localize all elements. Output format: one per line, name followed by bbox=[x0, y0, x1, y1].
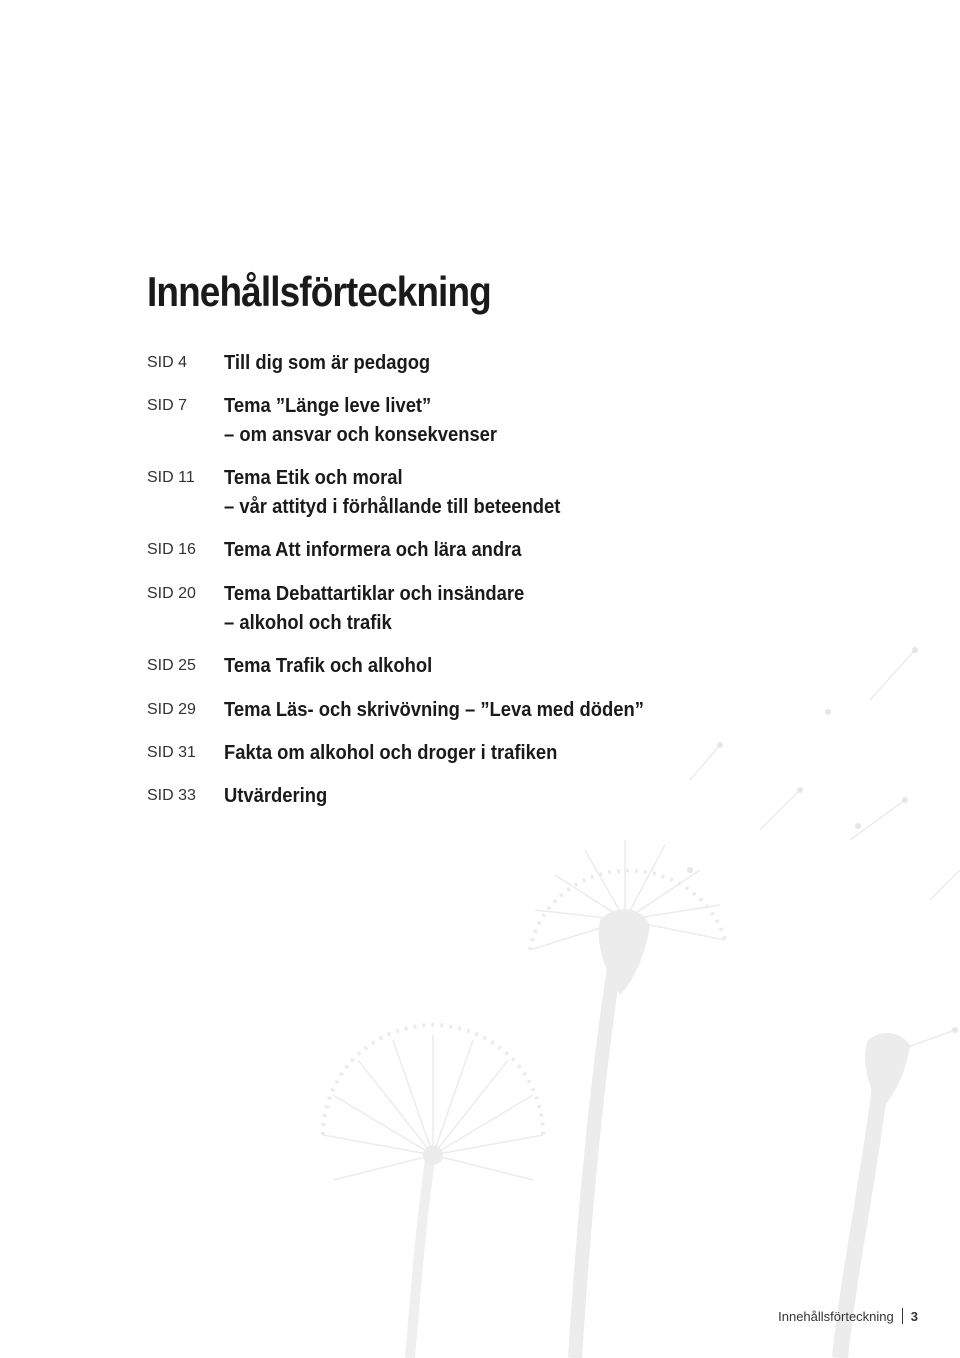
page-reference: SID 25 bbox=[147, 657, 196, 674]
entry-title: Tema Debattartiklar och insändare bbox=[224, 583, 525, 605]
page-number: 3 bbox=[910, 1308, 918, 1324]
footer-divider bbox=[902, 1308, 903, 1324]
page-reference: SID 7 bbox=[147, 397, 188, 414]
page-reference: SID 20 bbox=[147, 585, 196, 602]
entry-subtitle: – vår attityd i förhållande till beteendet bbox=[224, 496, 561, 518]
page-title: Innehållsförteckning bbox=[147, 268, 491, 315]
page-reference: SID 31 bbox=[147, 744, 196, 761]
page-reference: SID 33 bbox=[147, 787, 196, 804]
page-reference: SID 11 bbox=[147, 469, 195, 486]
entry-title: Till dig som är pedagog bbox=[224, 352, 431, 374]
entry-subtitle: – om ansvar och konsekvenser bbox=[224, 424, 498, 446]
page-reference: SID 4 bbox=[147, 354, 188, 371]
footer-label: Innehållsförteckning bbox=[778, 1308, 894, 1324]
page-footer bbox=[778, 1308, 918, 1324]
page-reference: SID 16 bbox=[147, 541, 196, 558]
entry-title: Tema ”Länge leve livet” bbox=[224, 395, 432, 417]
entry-title: Utvärdering bbox=[224, 785, 328, 807]
page-reference: SID 29 bbox=[147, 701, 196, 718]
entry-title: Tema Att informera och lära andra bbox=[224, 539, 522, 561]
entry-title: Tema Trafik och alkohol bbox=[224, 655, 433, 677]
entry-title: Fakta om alkohol och droger i trafiken bbox=[224, 742, 558, 764]
entry-title: Tema Läs- och skrivövning – ”Leva med döden” bbox=[224, 699, 644, 721]
entry-title: Tema Etik och moral bbox=[224, 467, 403, 489]
entry-subtitle: – alkohol och trafik bbox=[224, 612, 392, 634]
